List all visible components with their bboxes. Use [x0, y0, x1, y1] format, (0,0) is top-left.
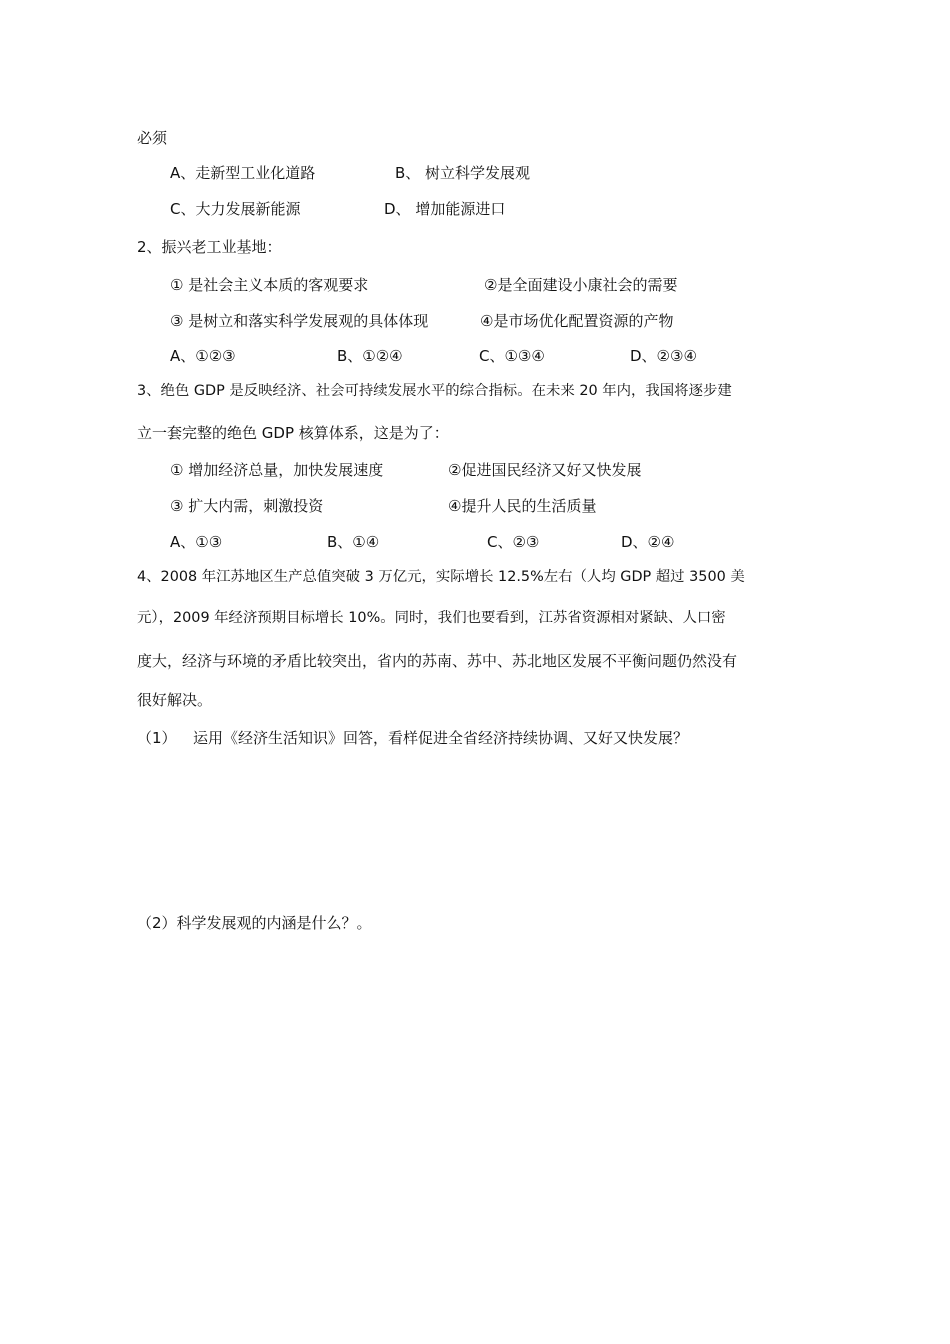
q3-option-b: B、①④	[327, 533, 380, 551]
q4-stem-line-1: 4、2008 年江苏地区生产总值突破 3 万亿元，实际增长 12.5%左右（人均 GDP 超过 3500 美	[137, 569, 745, 585]
q2-option-b: B、①②④	[337, 347, 403, 365]
q3-statement-3: ③ 扩大内需，刺激投资	[170, 497, 324, 515]
q3-statement-4: ④提升人民的生活质量	[448, 497, 597, 515]
q3-statement-1: ① 增加经济总量，加快发展速度	[170, 461, 384, 479]
q2-option-c: C、①③④	[479, 347, 545, 365]
q1-option-a: A、走新型工业化道路	[170, 164, 316, 182]
q4-stem-line-4: 很好解决。	[137, 691, 213, 709]
q4-part-1-text: 运用《经济生活知识》回答，看样促进全省经济持续协调、又好又快发展？	[193, 729, 689, 747]
q4-part-1-number: （1）	[137, 729, 177, 747]
q2-statement-2: ②是全面建设小康社会的需要	[484, 276, 678, 294]
q2-stem: 2、振兴老工业基地：	[137, 238, 282, 256]
q1-option-d: D、 增加能源进口	[384, 200, 506, 218]
q2-statement-3: ③ 是树立和落实科学发展观的具体体现	[170, 312, 429, 330]
q2-option-d: D、②③④	[630, 347, 697, 365]
q3-option-d: D、②④	[621, 533, 675, 551]
q3-option-a: A、①③	[170, 533, 223, 551]
q3-option-c: C、②③	[487, 533, 540, 551]
q2-statement-1: ① 是社会主义本质的客观要求	[170, 276, 369, 294]
q4-stem-line-2: 元），2009 年经济预期目标增长 10%。同时，我们也要看到，江苏省资源相对紧缺、人口密	[137, 610, 726, 626]
q1-option-c: C、大力发展新能源	[170, 200, 301, 218]
q2-statement-4: ④是市场优化配置资源的产物	[480, 312, 674, 330]
q4-stem-line-3: 度大，经济与环境的矛盾比较突出，省内的苏南、苏中、苏北地区发展不平衡问题仍然没有	[137, 652, 738, 670]
q2-option-a: A、①②③	[170, 347, 236, 365]
q1-option-b: B、 树立科学发展观	[395, 164, 531, 182]
q3-stem-line-2: 立一套完整的绝色 GDP 核算体系，这是为了：	[137, 424, 449, 442]
q3-stem-line-1: 3、绝色 GDP 是反映经济、社会可持续发展水平的综合指标。在未来 20 年内，我国将逐步建	[137, 383, 732, 399]
q3-statement-2: ②促进国民经济又好又快发展	[448, 461, 642, 479]
text-line-bixu: 必须	[137, 129, 168, 147]
q4-part-2: （2）科学发展观的内涵是什么？。	[137, 914, 372, 932]
